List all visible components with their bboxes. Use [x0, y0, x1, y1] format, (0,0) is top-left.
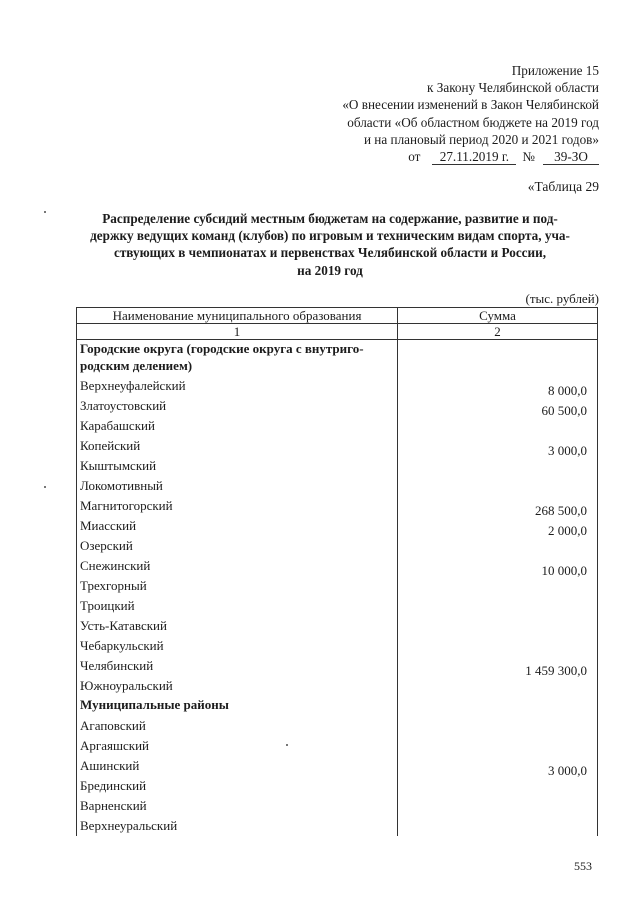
table-row [77, 456, 598, 476]
title-line: держку ведущих команд (клубов) по игровым и техническим видам спорта, уча- [90, 228, 570, 244]
group-title [77, 696, 398, 716]
municipality-name: Аргаяшский [77, 736, 398, 756]
table-row [77, 796, 598, 816]
date-prefix: от [408, 149, 421, 165]
annex-line: и на плановый период 2020 и 2021 годов» [363, 131, 599, 147]
municipality-name: Чебаркульский [77, 636, 398, 656]
municipality-name: Брединский [77, 776, 398, 796]
column-number: 2 [398, 324, 598, 340]
amount-cell [398, 456, 598, 476]
table-row [77, 376, 598, 396]
municipality-name: Карабашский [77, 416, 398, 436]
municipality-name: Челябинский [77, 656, 398, 676]
amount-cell [398, 616, 598, 636]
scan-speck [286, 744, 288, 746]
group-title-line: Муниципальные районы [80, 697, 229, 712]
amount-cell [398, 756, 598, 776]
amount-value: 8 000,0 [548, 383, 587, 398]
municipality-name: Кыштымский [77, 456, 398, 476]
group-title-line: Городские округа (городские округа с внутриго- [80, 341, 364, 356]
table-row [77, 516, 598, 536]
municipality-name: Снежинский [77, 556, 398, 576]
annex-line: области «Об областном бюджете на 2019 год [347, 114, 599, 130]
table-row [77, 436, 598, 456]
units-label: (тыс. рублей) [525, 291, 599, 306]
municipality-name: Озерский [77, 536, 398, 556]
table-row [77, 536, 598, 556]
amount-cell [398, 516, 598, 536]
amount-cell [398, 676, 598, 696]
table-reference: «Таблица 29 [527, 179, 599, 194]
table-row [77, 576, 598, 596]
amount-cell [398, 396, 598, 416]
table-row [77, 416, 598, 436]
table-row [77, 496, 598, 516]
table-row [77, 596, 598, 616]
amount-cell [398, 636, 598, 656]
scan-speck [44, 486, 46, 488]
title-line: ствующих в чемпионатах и первенствах Челябинской области и России, [113, 245, 547, 261]
amount-cell [398, 656, 598, 676]
column-number-row [77, 324, 598, 340]
group-title [77, 340, 398, 377]
table-row [77, 556, 598, 576]
table-row [77, 816, 598, 836]
group-amount [398, 340, 598, 377]
amount-cell [398, 776, 598, 796]
annex-line: Приложение 15 [511, 63, 599, 78]
subsidy-table [76, 307, 598, 836]
annex-line: «О внесении изменений в Закон Челябинской [342, 97, 599, 113]
amount-value: 60 500,0 [541, 403, 587, 418]
amount-cell [398, 496, 598, 516]
amount-cell [398, 716, 598, 736]
amount-value: 3 000,0 [548, 443, 587, 458]
amount-cell [398, 376, 598, 396]
annex-line: к Закону Челябинской области [427, 80, 599, 96]
amount-cell [398, 476, 598, 496]
amount-cell [398, 596, 598, 616]
title-line: на 2019 год [297, 262, 363, 278]
law-date: 27.11.2019 г. [432, 150, 516, 165]
municipality-name: Миасский [77, 516, 398, 536]
group-header-row [77, 340, 598, 377]
table-row [77, 656, 598, 676]
amount-cell [398, 796, 598, 816]
municipality-name: Локомотивный [77, 476, 398, 496]
scan-speck [44, 211, 46, 213]
amount-cell [398, 556, 598, 576]
amount-cell [398, 816, 598, 836]
amount-cell [398, 416, 598, 436]
table-row [77, 476, 598, 496]
column-number: 1 [77, 324, 398, 340]
municipality-name: Усть-Катавский [77, 616, 398, 636]
municipality-name: Троицкий [77, 596, 398, 616]
amount-cell [398, 736, 598, 756]
amount-value: 1 459 300,0 [525, 663, 587, 678]
table-row [77, 396, 598, 416]
table-row [77, 776, 598, 796]
municipality-name: Златоустовский [77, 396, 398, 416]
amount-value: 2 000,0 [548, 523, 587, 538]
table-row [77, 616, 598, 636]
municipality-name: Верхнеуральский [77, 816, 398, 836]
document-title [88, 210, 572, 279]
table-row [77, 716, 598, 736]
group-amount [398, 696, 598, 716]
amount-value: 3 000,0 [548, 763, 587, 778]
municipality-name: Агаповский [77, 716, 398, 736]
amount-cell [398, 576, 598, 596]
amount-cell [398, 536, 598, 556]
municipality-name: Копейский [77, 436, 398, 456]
municipality-name: Южноуральский [77, 676, 398, 696]
law-number: 39-ЗО [543, 150, 599, 165]
amount-value: 268 500,0 [535, 503, 587, 518]
title-line: Распределение субсидий местным бюджетам на содержание, развитие и под- [102, 211, 558, 226]
group-title-line: родским делением) [80, 358, 193, 373]
municipality-name: Варненский [77, 796, 398, 816]
municipality-name: Ашинский [77, 756, 398, 776]
municipality-name: Магнитогорский [77, 496, 398, 516]
table-row [77, 636, 598, 656]
header-name-column: Наименование муниципального образования [77, 308, 398, 324]
amount-value: 10 000,0 [541, 563, 587, 578]
table-row [77, 676, 598, 696]
law-date-line [269, 148, 599, 165]
amount-cell [398, 436, 598, 456]
header-amount-column: Сумма [398, 308, 598, 324]
municipality-name: Трехгорный [77, 576, 398, 596]
table-header-row [77, 308, 598, 324]
table-row [77, 736, 598, 756]
municipality-name: Верхнеуфалейский [77, 376, 398, 396]
table-row [77, 756, 598, 776]
group-header-row [77, 696, 598, 716]
number-prefix: № [522, 149, 535, 165]
annex-header [269, 62, 599, 165]
page-number: 553 [574, 859, 592, 873]
